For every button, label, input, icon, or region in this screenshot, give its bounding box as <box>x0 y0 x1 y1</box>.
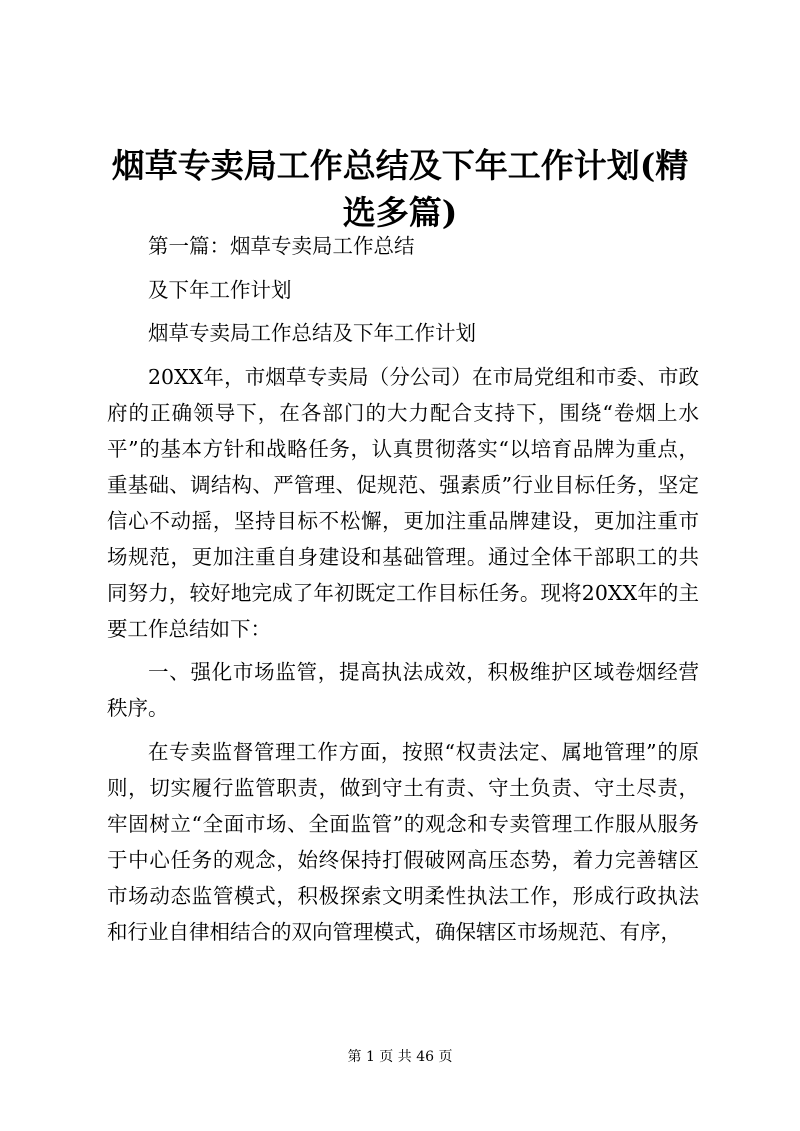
paragraph-chapter-heading-cont: 及下年工作计划 <box>148 277 292 302</box>
paragraph-intro: 20XX年，市烟草专卖局（分公司）在市局党组和市委、市政府的正确领导下，在各部门的大力配合支持下，围绕“卷烟上水平”的基本方针和战略任务，认真贯彻落实“以培育品牌为重点，重基础、调结构、严管理、促规范、强素质”行业目标任务，坚定信心不动摇，坚持目标不松懈，更加注重品牌建设，更加注重市场规范，更加注重自身建设和基础管理。通过全体干部职工的共同努力，较好地完成了年初既定工作目标任务。现将20XX年的主要工作总结如下： <box>107 364 699 641</box>
paragraph-section-one-heading: 一、强化市场监管，提高执法成效，积极维护区域卷烟经营秩序。 <box>107 660 699 720</box>
paragraph-section-one-body: 在专卖监督管理工作方面，按照“权责法定、属地管理”的原则，切实履行监管职责，做到守土有责、守土负责、守土尽责，牢固树立“全面市场、全面监管”的观念和专卖管理工作服从服务于中心任务的观念，始终保持打假破网高压态势，着力完善辖区市场动态监管模式，积极探索文明柔性执法工作，形成行政执法和行业自律相结合的双向管理模式，确保辖区市场规范、有序， <box>107 739 699 944</box>
page-footer: 第 1 页 共 46 页 <box>347 1049 453 1065</box>
paragraph-chapter-heading: 第一篇：烟草专卖局工作总结 <box>148 234 415 258</box>
paragraph-subtitle: 烟草专卖局工作总结及下年工作计划 <box>148 321 476 345</box>
document-body <box>107 228 699 957</box>
document-title: 烟草专卖局工作总结及下年工作计划(精选多篇) <box>111 146 689 232</box>
